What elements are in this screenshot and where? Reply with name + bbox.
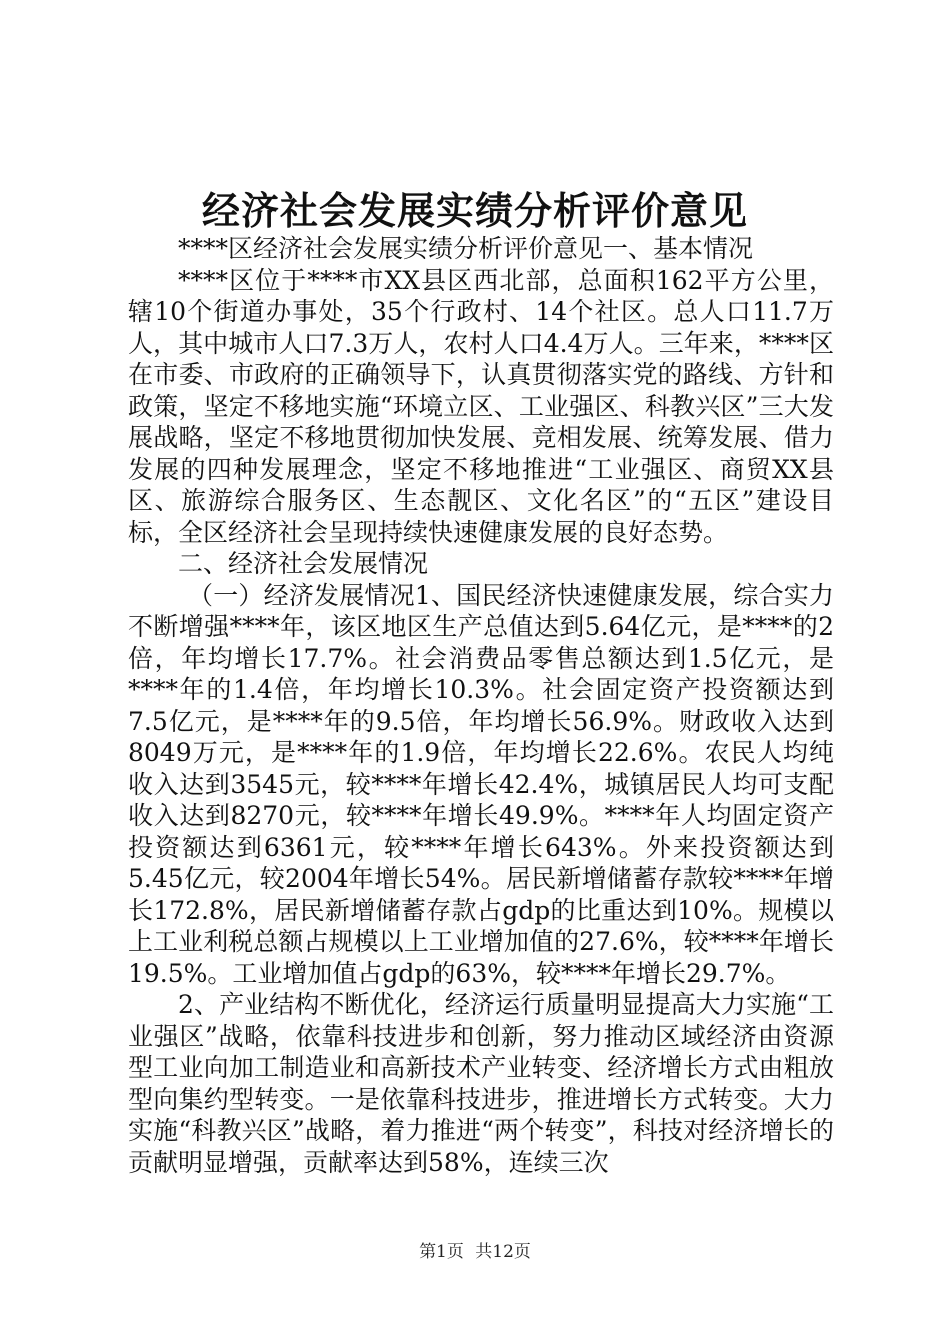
page-total: 共12页: [475, 1242, 531, 1262]
paragraph-heading-development: 二、经济社会发展情况: [178, 549, 429, 578]
paragraph-economic-development: （一）经济发展情况1、国民经济快速健康发展，综合实力不断增强****年，该区地区生产总值达到5.64亿元，是****的2倍，年均增长17.7%。社会消费品零售总额达到1.5亿元，是****年的1.4倍，年均增长10.3%。社会固定资产投资额达到7.5亿元，是****年的9.5倍，年均增长56.9%。财政收入达到8049万元，是****年的1.9倍，年均增长22.6%。农民人均纯收入达到3545元，较****年增长42.4%，城镇居民人均可支配收入达到8270元，较****年增长49.9%。****年人均固定资产投资额达到6361元，较****年增长643%。外来投资额达到5.45亿元，较2004年增长54%。居民新增储蓄存款较****年增长172.8%，居民新增储蓄存款占gdp的比重达到10%。规模以上工业利税总额占规模以上工业增加值的27.6%，较****年增长19.5%。工业增加值占gdp的63%，较****年增长29.7%。: [128, 580, 834, 988]
document-title: 经济社会发展实绩分析评价意见: [201, 188, 748, 233]
paragraph-heading-basic: ****区经济社会发展实绩分析评价意见一、基本情况: [178, 234, 754, 263]
paragraph-basic-info: ****区位于****市XX县区西北部，总面积162平方公里，辖10个街道办事处，35个行政村、14个社区。总人口11.7万人，其中城市人口7.3万人，农村人口4.4万人。三年来，****区在市委、市政府的正确领导下，认真贯彻落实党的路线、方针和政策，坚定不移地实施“环境立区、工业强区、科教兴区”三大发展战略，坚定不移地贯彻加快发展、竞相发展、统筹发展、借力发展的四种发展理念，坚定不移地推进“工业强区、商贸XX县区、旅游综合服务区、生态靓区、文化名区”的“五区”建设目标，全区经济社会呈现持续快速健康发展的良好态势。: [128, 265, 834, 547]
paragraph-industry-structure: 2、产业结构不断优化，经济运行质量明显提高大力实施“工业强区”战略，依靠科技进步和创新，努力推动区域经济由资源型工业向加工制造业和高新技术产业转变、经济增长方式由粗放型向集约型转变。一是依靠科技进步，推进增长方式转变。大力实施“科教兴区”战略，着力推进“两个转变”，科技对经济增长的贡献明显增强，贡献率达到58%，连续三次: [128, 990, 834, 1177]
page-number: 第1页: [419, 1242, 464, 1262]
document-body: [128, 233, 834, 1178]
page-footer: [0, 1240, 950, 1264]
